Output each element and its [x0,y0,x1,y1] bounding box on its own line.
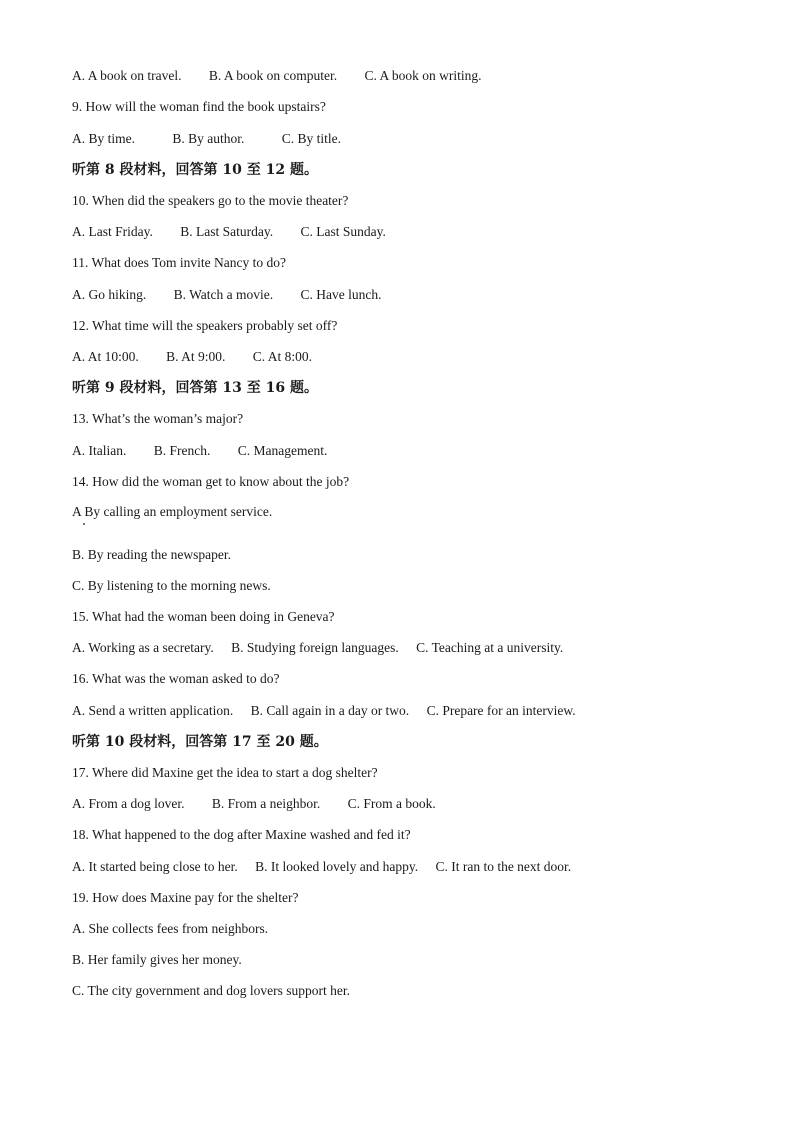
section-heading-9: 听第 9 段材料，回答第 13 至 16 题。 [72,380,318,396]
option-b: B. From a neighbor. [211,796,321,811]
option-c: C. Have lunch. [300,287,382,302]
option-b: B. At 9:00. [166,349,226,364]
option-a: A. Send a written application. [72,703,234,718]
question-9: 9. How will the woman find the book upstairs? [72,99,326,114]
q9-options [72,130,341,148]
q16-options [72,702,576,720]
option-c: C. At 8:00. [252,349,313,364]
option-c: C. Last Sunday. [300,224,386,239]
q18-options [72,858,571,876]
option-c: C. By title. [281,131,342,146]
option-b: B. French. [153,443,211,458]
question-13: 13. What’s the woman’s major? [72,411,244,426]
option-b: B. By author. [172,131,245,146]
option-c: C. Management. [237,443,328,458]
option-a: A. Last Friday. [72,224,153,239]
option-b: B. Last Saturday. [180,224,274,239]
question-12: 12. What time will the speakers probably set off? [72,318,338,333]
q15-options [72,639,563,657]
question-19: 19. How does Maxine pay for the shelter? [72,890,299,905]
option-c: C. A book on writing. [364,68,482,83]
option-a: A. Go hiking. [72,287,147,302]
q12-options [72,348,312,366]
option-b: B. Watch a movie. [173,287,274,302]
question-17: 17. Where did Maxine get the idea to start a dog shelter? [72,765,378,780]
q13-options [72,442,327,460]
question-11: 11. What does Tom invite Nancy to do? [72,255,287,270]
option-a: A. A book on travel. [72,68,182,83]
option-a: A. At 10:00. [72,349,139,364]
question-14: 14. How did the woman get to know about the job? [72,474,350,489]
q17-options [72,795,436,813]
question-15: 15. What had the woman been doing in Geneva? [72,609,335,624]
option-c: C. Teaching at a university. [416,640,564,655]
option-b: B. Studying foreign languages. [231,640,399,655]
q19-option-c: C. The city government and dog lovers support her. [72,983,350,998]
option-a: A. By time. [72,131,135,146]
question-16: 16. What was the woman asked to do? [72,671,280,686]
option-a: A. Working as a secretary. [72,640,214,655]
q14-option-a: A By calling an employment service. [72,504,273,519]
q19-option-b: B. Her family gives her money. [72,952,242,967]
q14-option-c: C. By listening to the morning news. [72,578,271,593]
option-c: C. Prepare for an interview. [426,703,576,718]
stray-mark [83,523,85,525]
option-a: A. From a dog lover. [72,796,185,811]
q19-option-a: A. She collects fees from neighbors. [72,921,269,936]
option-c: C. From a book. [347,796,436,811]
q14-option-b: B. By reading the newspaper. [72,547,231,562]
option-b: B. It looked lovely and happy. [255,859,419,874]
question-10: 10. When did the speakers go to the movie theater? [72,193,349,208]
option-a: A. It started being close to her. [72,859,238,874]
option-b: B. Call again in a day or two. [250,703,410,718]
section-heading-10: 听第 10 段材料，回答第 17 至 20 题。 [72,734,328,750]
option-b: B. A book on computer. [208,68,338,83]
option-a: A. Italian. [72,443,127,458]
section-heading-8: 听第 8 段材料，回答第 10 至 12 题。 [72,162,318,178]
q10-options [72,223,386,241]
q8-options [72,67,482,85]
question-18: 18. What happened to the dog after Maxine washed and fed it? [72,827,411,842]
q11-options [72,286,382,304]
option-c: C. It ran to the next door. [435,859,572,874]
